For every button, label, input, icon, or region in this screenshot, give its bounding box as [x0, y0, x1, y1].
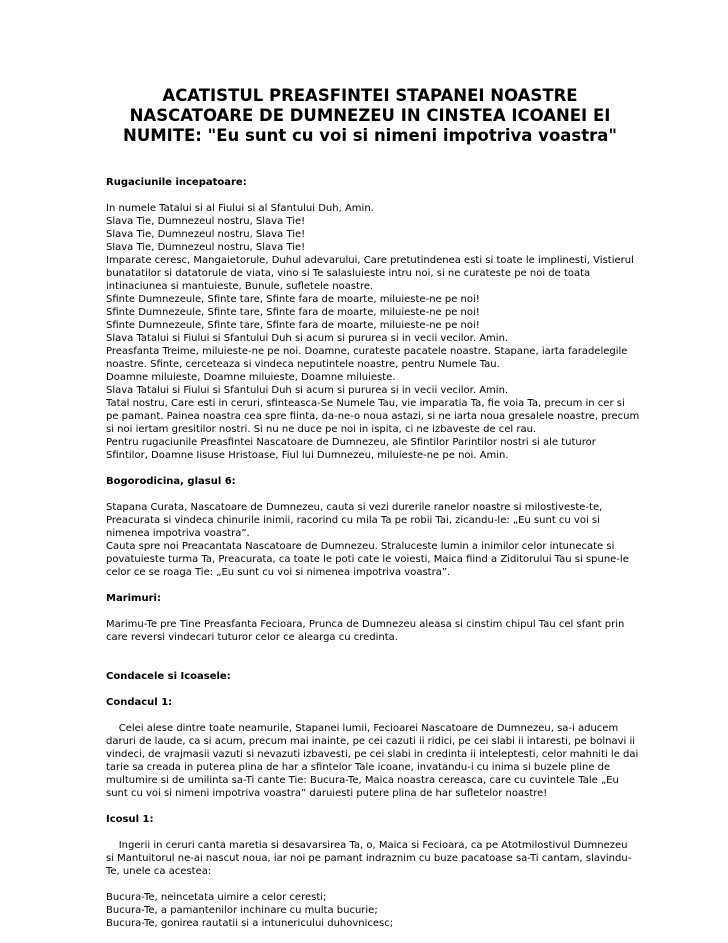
spacer — [106, 930, 626, 943]
text-line: Stapana Curata, Nascatoare de Dumnezeu, cauta si vezi durerile ranelor noastre si milostiveste-te, — [106, 502, 603, 513]
text-line: Sfinte Dumnezeule, Sfinte tare, Sfinte fara de moarte, miluieste-ne pe noi! — [106, 320, 480, 331]
spacer — [106, 605, 626, 618]
text-line: Slava Tatalui si Fiului si Sfantului Duh si acum si pururea si in vecii vecilor. Amin. — [106, 333, 509, 344]
text-line: Doamne miluieste, Doamne miluieste, Doamne miluieste. — [106, 372, 396, 383]
section-heading: Condacele si Icoasele: — [106, 671, 231, 682]
text-line: Pentru rugaciunile Preasfintei Nascatoare de Dumnezeu, ale Sfintilor Parintilor nostri si ale tuturor — [106, 437, 596, 448]
text-line: daruri de laude, ca si acum, precum mai inainte, pe cei cazuti ii ridici, pe cei slabi ii intaresti, pe bolnavi ii — [106, 736, 636, 747]
text-line: Sfinte Dumnezeule, Sfinte tare, Sfinte fara de moarte, miluieste-ne pe noi! — [106, 307, 480, 318]
spacer — [106, 189, 626, 202]
section-heading: Icosul 1: — [106, 814, 154, 825]
text-line: Cauta spre noi Preacantata Nascatoare de Dumnezeu. Straluceste lumin a inimilor celor intunecate si — [106, 541, 615, 552]
document-title — [90, 86, 650, 146]
text-line: intinaciunea si mantuieste, Bunule, sufletele noastre. — [106, 281, 374, 292]
text-line: bunatatilor si datatorule de viata, vino si Te salasluieste intru noi, si ne curateste pe noi de toata — [106, 268, 591, 279]
spacer — [106, 800, 626, 813]
section-heading: Condacul 1: — [106, 697, 173, 708]
text-line: Te, unele ca acestea: — [106, 866, 212, 877]
text-line: Imparate ceresc, Mangaietorule, Duhul adevarului, Care pretutindenea esti si toate le implinesti, Vistierul — [106, 255, 634, 266]
spacer — [106, 579, 626, 592]
title-line: NUMITE: "Eu sunt cu voi si nimeni impotriva voastra" — [123, 126, 617, 145]
text-line: Slava Tie, Dumnezeul nostru, Slava Tie! — [106, 216, 306, 227]
text-line: si noi iertam gresitilor nostri. Si nu ne duce pe noi in ispita, ci ne izbaveste de cel rau. — [106, 424, 537, 435]
text-line: povatuieste turma Ta, Preacurata, ca toate le poti cate le voiesti, Maica fiind a Ziditorului Tau si spune-le — [106, 554, 629, 565]
text-line: Preasfanta Treime, miluieste-ne pe noi. Doamne, curateste pacatele noastre. Stapane, iarta faradelegile — [106, 346, 628, 357]
text-line: Marimu-Te pre Tine Preasfanta Fecioara, Prunca de Dumnezeu aleasa si cinstim chipul Tau cel sfant prin — [106, 619, 625, 630]
text-line: Preacurata si vindeca chinurile inimii, racorind cu mila Ta pe robii Tai, zicandu-le: „Eu sunt cu voi si — [106, 515, 600, 526]
text-line: celor ce se roaga Tie: „Eu sunt cu voi si nimenea impotriva voastra”. — [106, 567, 451, 578]
text-line: si Mantuitorul ne-ai nascut noua, iar noi pe pamant indraznim cu buze pacatoase sa-Ti cantam, slavindu- — [106, 853, 632, 864]
text-line: care reversi vindecari tuturor celor ce alearga cu credinta. — [106, 632, 398, 643]
title-line: NASCATOARE DE DUMNEZEU IN CINSTEA ICOANEI EI — [129, 106, 611, 125]
spacer — [106, 709, 626, 722]
text-line: Slava Tie, Dumnezeul nostru, Slava Tie! — [106, 242, 306, 253]
text-line: Bucura-Te, neincetata uimire a celor ceresti; — [106, 892, 327, 903]
text-line: Celei alese dintre toate neamurile, Stapanei lumii, Fecioarei Nascatoare de Dumnezeu, sa-i aducem — [106, 723, 619, 734]
text-line: sunt cu voi si nimeni impotriva voastra” daruiesti putere plina de har sufletelor noastre! — [106, 788, 548, 799]
text-line: nimenea impotriva voastra”. — [106, 528, 250, 539]
document-body — [106, 176, 640, 943]
text-line: Ingerii in ceruri canta maretia si desavarsirea Ta, o, Maica si Fecioara, ca pe Atotmilostivul Dumnezeu — [106, 840, 628, 851]
text-line: Bucura-Te, a pamantenilor inchinare cu multa bucurie; — [106, 905, 378, 916]
text-line: pe pamant. Painea noastra cea spre fiinta, da-ne-o noua astazi, si ne iarta noua gresalele noastre, precum — [106, 411, 640, 422]
text-line: tarie sa creada in puterea plina de har a sfintelor Tale icoane, invatandu-i cu inima si buzele pline de — [106, 762, 611, 773]
spacer — [106, 683, 626, 696]
spacer — [106, 462, 626, 475]
text-line: In numele Tatalui si al Fiului si al Sfantului Duh, Amin. — [106, 203, 374, 214]
section-heading: Rugaciunile incepatoare: — [106, 177, 247, 188]
text-line: Slava Tatalui si Fiului si Sfantului Duh si acum si pururea si in vecii vecilor. Amin. — [106, 385, 509, 396]
spacer — [106, 826, 626, 839]
section-heading: Bogorodicina, glasul 6: — [106, 476, 236, 487]
text-line: Bucura-Te, gonirea rautatii si a intunericului duhovnicesc; — [106, 918, 394, 929]
title-line: ACATISTUL PREASFINTEI STAPANEI NOASTRE — [162, 86, 578, 105]
text-line — [106, 878, 626, 891]
text-line: Slava Tie, Dumnezeul nostru, Slava Tie! — [106, 229, 306, 240]
text-line: Sfinte Dumnezeule, Sfinte tare, Sfinte fara de moarte, miluieste-ne pe noi! — [106, 294, 480, 305]
text-line: multumire si de umilinta sa-Ti cante Tie: Bucura-Te, Maica noastra cereasca, care cu cuvintele Tale „Eu — [106, 775, 619, 786]
text-line: Tatal nostru, Care esti in ceruri, sfinteasca-Se Numele Tau, vie imparatia Ta, fie voia Ta, precum in cer si — [106, 398, 625, 409]
text-line: Sfintilor, Doamne Iisuse Hristoase, Fiul lui Dumnezeu, miluieste-ne pe noi. Amin. — [106, 450, 509, 461]
text-line: vindeci, de vrajmasii vazuti si nevazuti izbavesti, pe cei slabi in credinta ii inteleptesti, celor mahniti le dai — [106, 749, 639, 760]
spacer — [106, 644, 626, 670]
spacer — [106, 488, 626, 501]
text-line: noastre. Sfinte, cerceteaza si vindeca neputintele noastre, pentru Numele Tau. — [106, 359, 500, 370]
section-heading: Marimuri: — [106, 593, 161, 604]
